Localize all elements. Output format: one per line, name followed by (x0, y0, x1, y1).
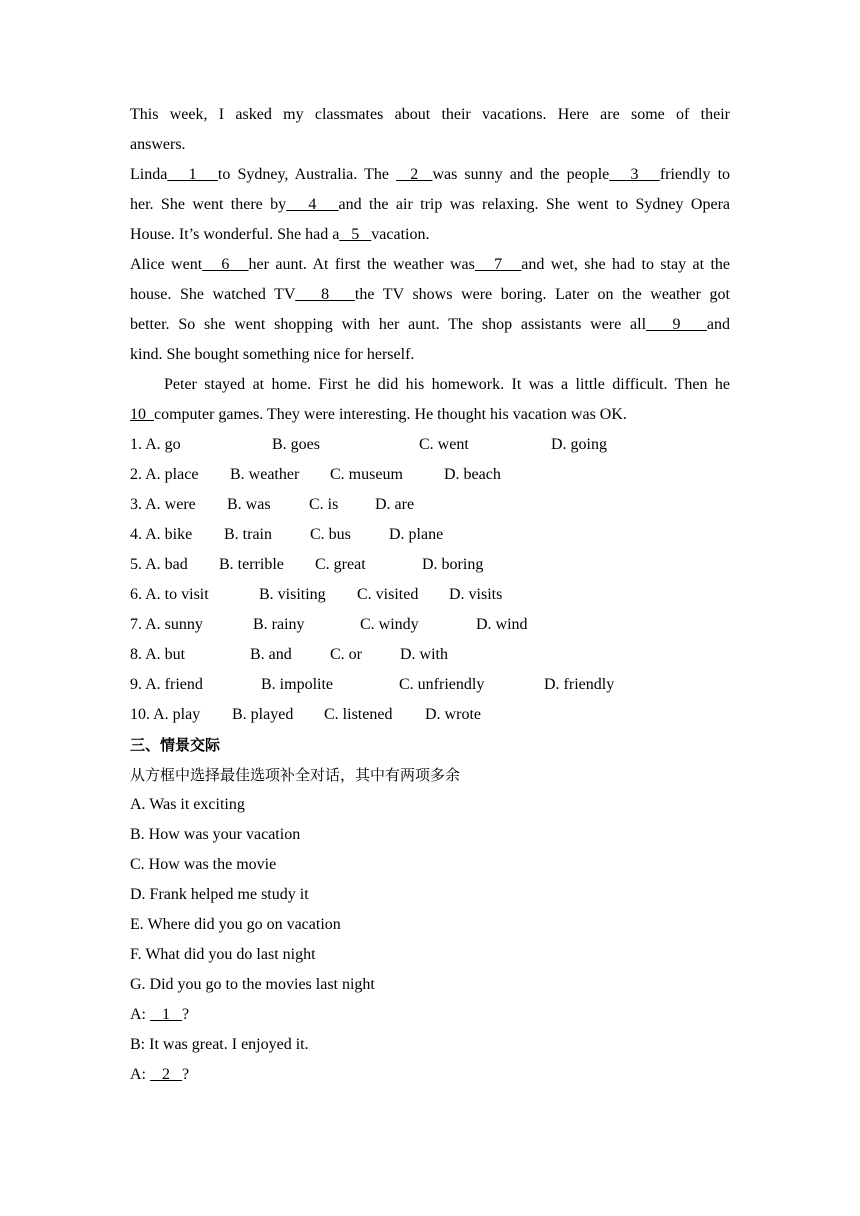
dialogue-text: B: It was great. I enjoyed it. (130, 1036, 309, 1053)
passage-text: This week, I asked my classmates about their vacations. Here are some of their (130, 106, 730, 123)
question-row (130, 460, 730, 490)
answer-option[interactable]: D. with (400, 646, 448, 663)
answer-option[interactable]: 2. A. place (130, 466, 199, 483)
answer-option[interactable]: C. windy (360, 616, 419, 633)
answer-blank: 7 (474, 256, 522, 273)
passage-line (130, 220, 730, 250)
passage-text: was sunny and the people (432, 166, 610, 183)
answer-blank: 3 (609, 166, 660, 183)
answer-blank: 9 (646, 316, 707, 333)
passage-line (130, 340, 730, 370)
answer-option[interactable]: B. terrible (219, 556, 284, 573)
question-row (130, 610, 730, 640)
question-row (130, 670, 730, 700)
answer-option[interactable]: 1. A. go (130, 436, 181, 453)
answer-option[interactable]: D. boring (422, 556, 484, 573)
answer-blank: 1 (150, 1006, 182, 1023)
document-content (130, 100, 730, 1090)
dialogue-text: ? (182, 1066, 190, 1083)
answer-option[interactable]: D. wrote (425, 706, 481, 723)
section-heading: 三、情景交际 (130, 736, 221, 754)
passage-text: Peter stayed at home. First he did his homework. It was a little difficult. Then he (164, 376, 730, 393)
answer-option[interactable]: D. visits (449, 586, 503, 603)
passage-text: and wet, she had to stay at the (521, 256, 730, 273)
answer-option[interactable]: 5. A. bad (130, 556, 188, 573)
answer-option[interactable]: 10. A. play (130, 706, 201, 723)
answer-option[interactable]: B. and (250, 646, 292, 663)
answer-blank: 2 (396, 166, 433, 183)
answer-option[interactable]: B. was (227, 496, 271, 513)
answer-option[interactable]: B. played (232, 706, 294, 723)
answer-option[interactable]: D. plane (389, 526, 444, 543)
question-row (130, 550, 730, 580)
passage-text: vacation. (371, 226, 430, 243)
passage-text: friendly to (659, 166, 730, 183)
dialogue-text: ? (182, 1006, 190, 1023)
answer-option[interactable]: 7. A. sunny (130, 616, 203, 633)
answer-blank: 4 (286, 196, 339, 213)
passage-line (130, 310, 730, 340)
dialogue-text: A: (130, 1066, 150, 1083)
passage-text: her aunt. At first the weather was (248, 256, 475, 273)
dialogue-options (130, 790, 730, 1000)
dialogue-option: E. Where did you go on vacation (130, 916, 341, 933)
answer-option[interactable]: C. bus (310, 526, 351, 543)
question-row (130, 520, 730, 550)
passage-text: better. So she went shopping with her aunt. The shop assistants were all (130, 316, 647, 333)
answer-blank: 10 (130, 406, 154, 423)
answer-blank: 2 (150, 1066, 182, 1083)
answer-option[interactable]: C. visited (357, 586, 419, 603)
answer-option[interactable]: B. goes (272, 436, 320, 453)
passage-line (130, 160, 730, 190)
answer-option[interactable]: 8. A. but (130, 646, 186, 663)
passage-text: and (706, 316, 730, 333)
question-row (130, 430, 730, 460)
dialogue-line (130, 1000, 730, 1030)
passage-text: her. She went there by (130, 196, 287, 213)
passage-line (130, 100, 730, 130)
answer-option[interactable]: C. went (419, 436, 469, 453)
answer-option[interactable]: C. listened (324, 706, 393, 723)
answer-blank: 1 (167, 166, 218, 183)
answer-option[interactable]: B. visiting (259, 586, 326, 603)
passage-line (130, 130, 730, 160)
answer-option[interactable]: 4. A. bike (130, 526, 193, 543)
passage-text: to Sydney, Australia. The (217, 166, 397, 183)
passage-line (130, 190, 730, 220)
dialogue-option: G. Did you go to the movies last night (130, 976, 375, 993)
dialogue-option: B. How was your vacation (130, 826, 301, 843)
dialogue-line (130, 1030, 730, 1060)
dialogue-option: A. Was it exciting (130, 796, 245, 813)
answer-option[interactable]: 3. A. were (130, 496, 196, 513)
answer-option[interactable]: 6. A. to visit (130, 586, 209, 603)
dialogue (130, 1000, 730, 1090)
answer-option[interactable]: D. are (375, 496, 415, 513)
passage-text: answers. (130, 136, 186, 153)
dialogue-option: C. How was the movie (130, 856, 277, 873)
answer-option[interactable]: B. weather (230, 466, 300, 483)
answer-blank: 8 (295, 286, 355, 303)
passage-text: the TV shows were boring. Later on the weather got (354, 286, 730, 303)
answer-option[interactable]: D. beach (444, 466, 501, 483)
answer-option[interactable]: D. friendly (544, 676, 615, 693)
passage-text: House. It’s wonderful. She had a (130, 226, 340, 243)
answer-option[interactable]: B. train (224, 526, 272, 543)
dialogue-text: A: (130, 1006, 150, 1023)
question-row (130, 640, 730, 670)
passage-line (130, 280, 730, 310)
dialogue-line (130, 1060, 730, 1090)
cloze-passage (130, 100, 730, 430)
answer-option[interactable]: 9. A. friend (130, 676, 203, 693)
passage-text: kind. She bought something nice for herself. (130, 346, 415, 363)
answer-blank: 5 (339, 226, 372, 243)
answer-option[interactable]: C. museum (330, 466, 403, 483)
dialogue-option: D. Frank helped me study it (130, 886, 309, 903)
passage-line (130, 370, 730, 400)
answer-option[interactable]: D. wind (476, 616, 528, 633)
answer-option[interactable]: B. impolite (261, 676, 333, 693)
question-row (130, 580, 730, 610)
passage-text: house. She watched TV (130, 286, 296, 303)
passage-text: computer games. They were interesting. He thought his vacation was OK. (154, 406, 627, 423)
passage-text: Linda (130, 166, 168, 183)
dialogue-option: F. What did you do last night (130, 946, 316, 963)
cloze-questions (130, 430, 730, 730)
passage-line (130, 400, 730, 430)
answer-option[interactable]: C. or (330, 646, 362, 663)
question-row (130, 700, 730, 730)
answer-blank: 6 (202, 256, 249, 273)
answer-option[interactable]: C. great (315, 556, 366, 573)
passage-text: Alice went (130, 256, 203, 273)
section-instruction: 从方框中选择最佳选项补全对话，其中有两项多余 (130, 766, 461, 784)
answer-option[interactable]: D. going (551, 436, 607, 453)
question-row (130, 490, 730, 520)
passage-line (130, 250, 730, 280)
answer-option[interactable]: C. is (309, 496, 339, 513)
answer-option[interactable]: B. rainy (253, 616, 305, 633)
passage-text: and the air trip was relaxing. She went to Sydney Opera (338, 196, 730, 213)
answer-option[interactable]: C. unfriendly (399, 676, 485, 693)
